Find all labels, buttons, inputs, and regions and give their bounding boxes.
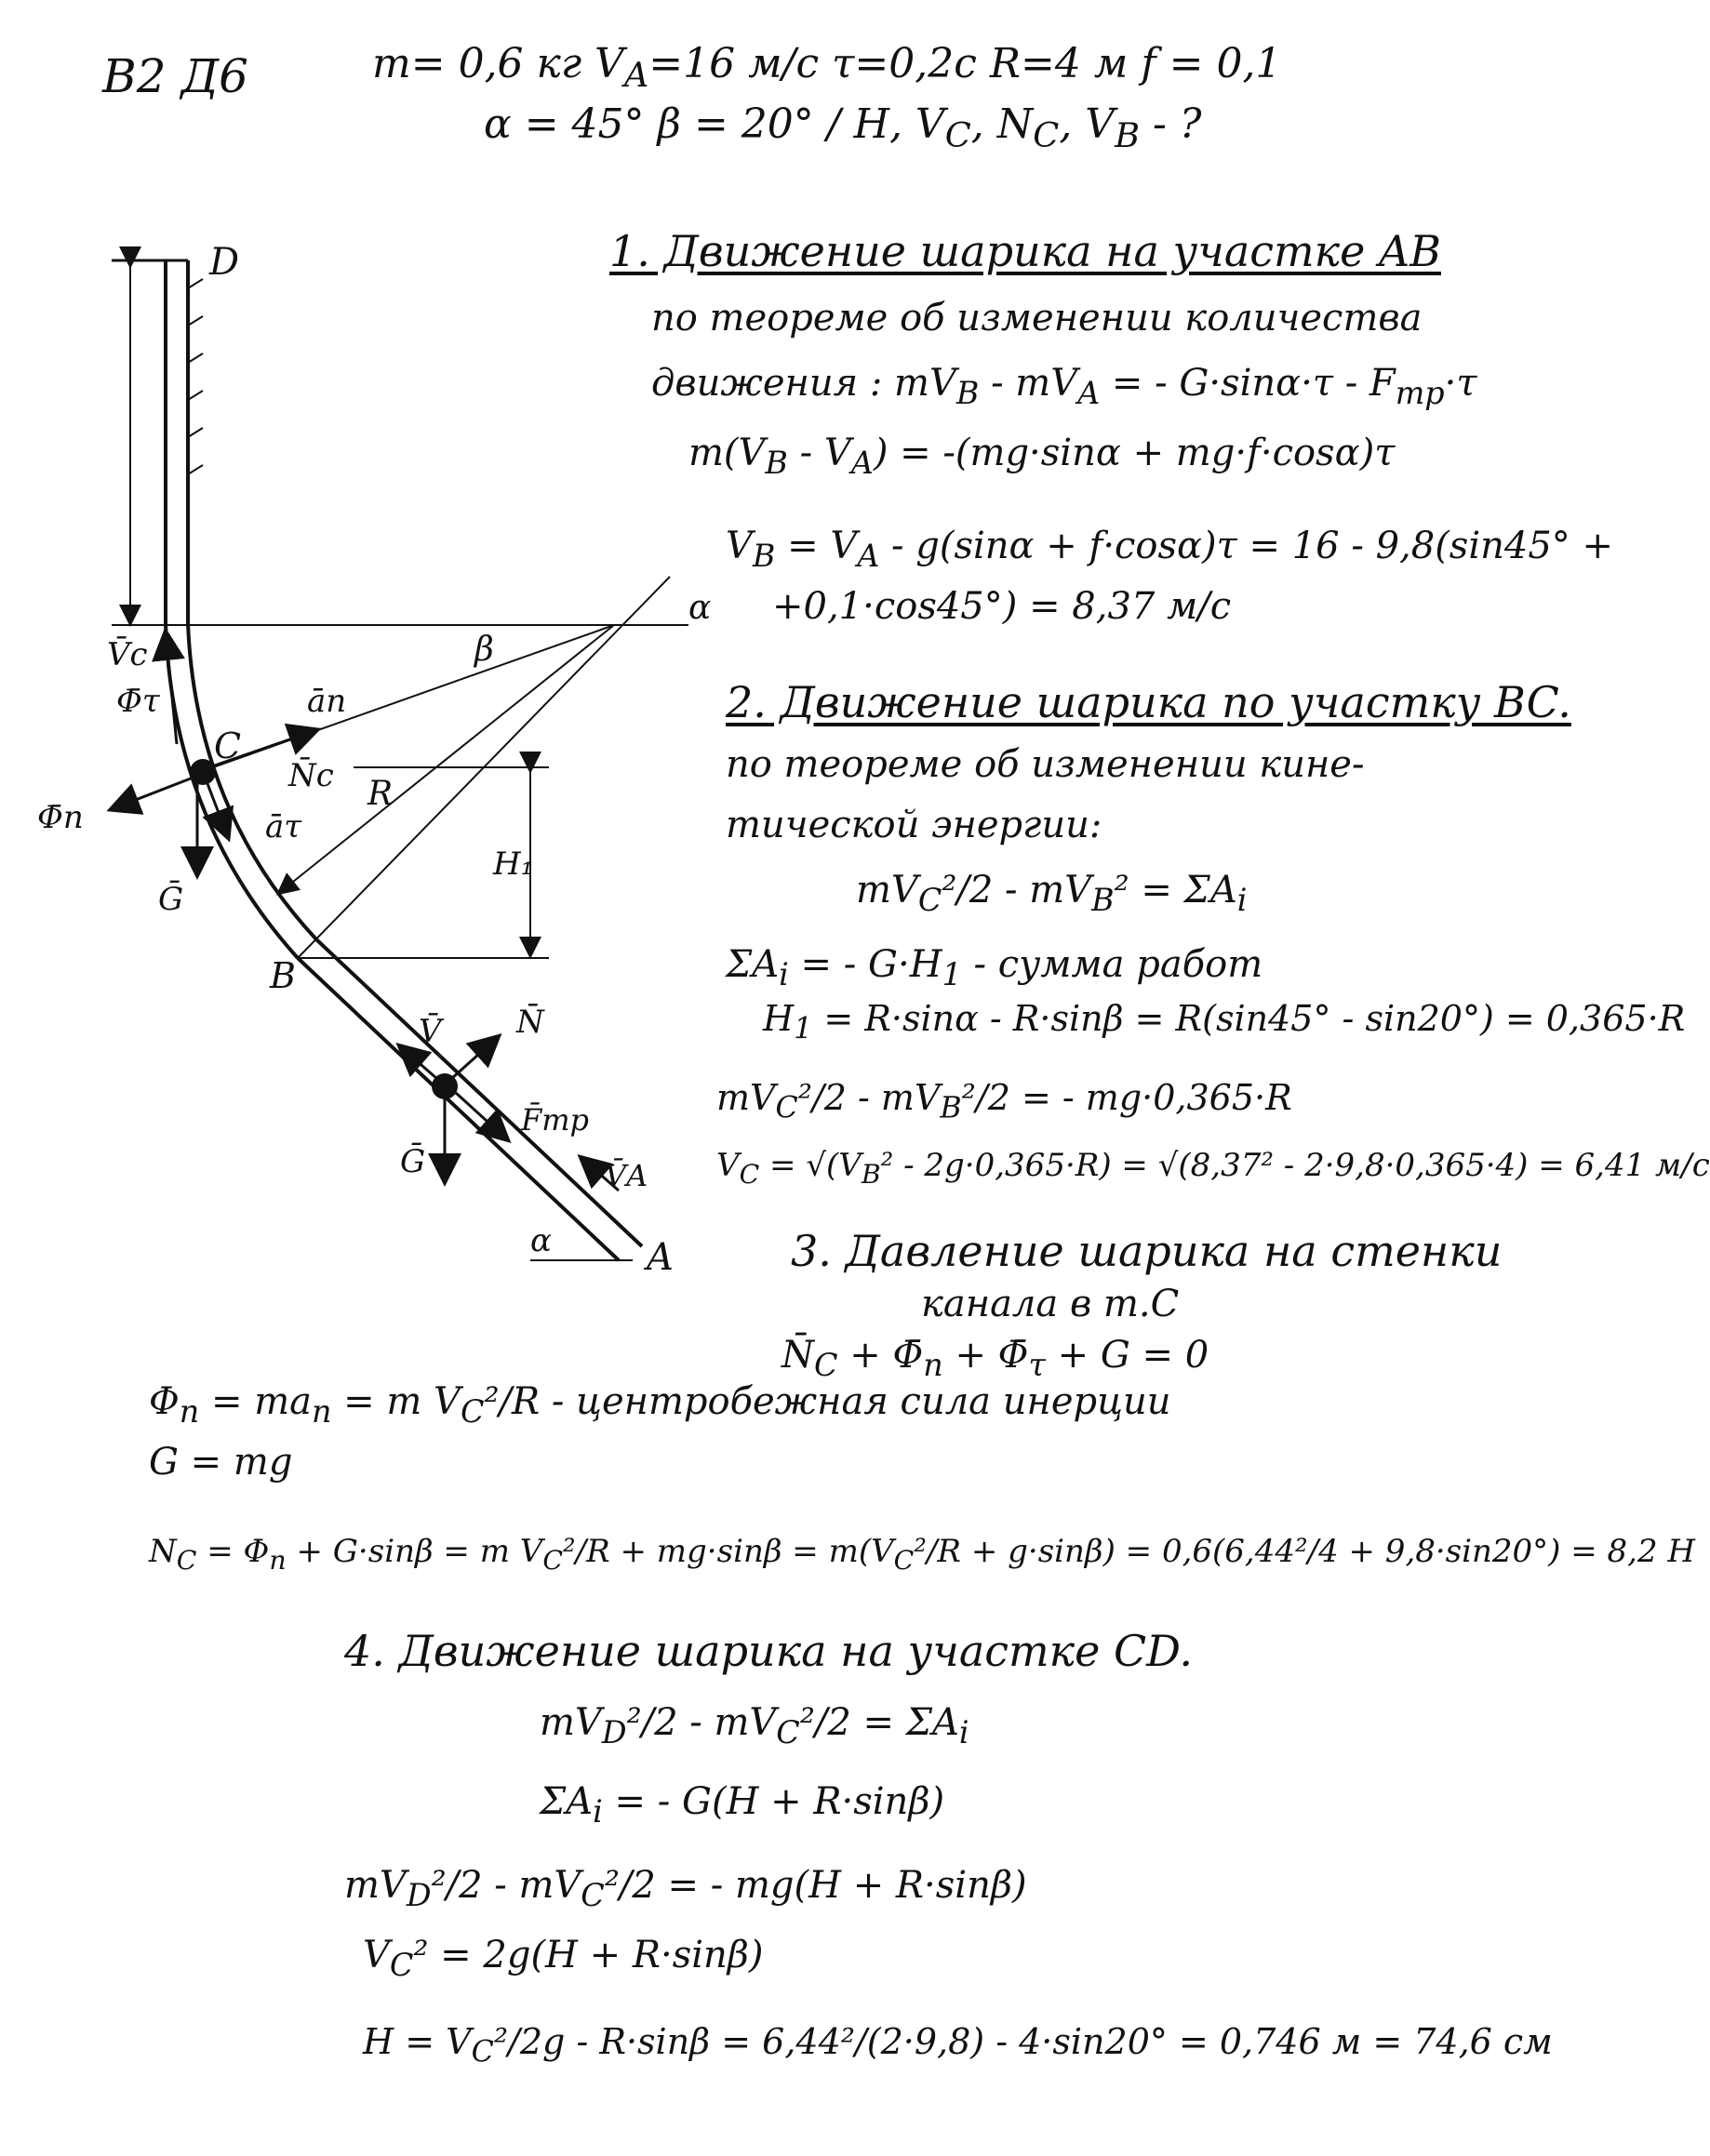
section-4-line-3: $mV_D^2/2 - mV_C^2/2$ = - mg(H + R·sinβ) <box>344 1864 1027 1913</box>
section-3-line-2: $N̄_C$ + $\Phī_n$ + $\Phī_\tau + G = 0$ <box>782 1334 1209 1383</box>
label-va: V̄A <box>605 1158 648 1193</box>
channel-curve-outer <box>166 623 298 958</box>
label-n: N̄ <box>516 1004 544 1041</box>
section-4-line-5: $H = V_C^2/2g - R\cdot\sin\beta = 6,44^2/(2\cdot 9,8) - 4\cdot\sin 20^\circ = 0,746$ м = 74,6 см <box>363 2021 1553 2069</box>
section-4-line-4: $V_C^2 = 2g(H + R\cdot\sin\beta)$ <box>363 1934 764 1983</box>
label-r: R <box>367 775 394 813</box>
section-2-line-4: $\Sigma A_i$ = - $G\cdot H_1$ - сумма работ <box>726 943 1263 992</box>
section-1-line-3: $m(V_B - V_A) = -(mg\cdot\sin\alpha + mg\cdot f\cdot\cos\alpha)\tau$ <box>688 432 1396 481</box>
section-2-line-3: $mV_C^2/2 - mV_B^2 = \Sigma A_i$ <box>856 869 1248 918</box>
section-2-line-5: $H_1 = R\cdot\sin\alpha - R\cdot\sin\beta = R(\sin 45^\circ - \sin 20^\circ) = 0,365\cdot R$ <box>763 998 1686 1046</box>
section-1-title: 1. Движение шарика на участке AB <box>609 226 1441 276</box>
section-3-line-4: G = mg <box>149 1441 293 1484</box>
section-4-line-2: $\Sigma A_i$ = - G(H + R·sinβ) <box>540 1780 945 1830</box>
label-h1: H₁ <box>493 845 534 883</box>
label-vc: V̄c <box>107 636 148 673</box>
section-4-title: 4. Движение шарика на участке CD. <box>344 1626 1194 1676</box>
label-d: D <box>209 241 240 284</box>
section-2-title: 2. Движение шарика по участку BC. <box>726 677 1571 727</box>
section-2-line-7: $V_C = √(V_B^2 - 2g\cdot 0,365\cdot R) = √(8,37^2 - 2\cdot 9,8\cdot 0,365\cdot 4) = 6,41$ м/с <box>716 1147 1710 1190</box>
label-phitau: Φ̄τ <box>116 683 160 720</box>
section-3-title: 3. Давление шарика на стенки <box>791 1226 1503 1276</box>
label-v: V̄ <box>419 1013 442 1050</box>
section-2-line-6: $mV_C^2/2 - mV_B^2/2$ = - mg·0,365·R <box>716 1077 1292 1125</box>
vec-atau <box>207 781 228 837</box>
section-1-line-2: движения : $mV_B - mV_A$ = - $G\cdot\sin\alpha\cdot\tau - F_{тр}\cdot\tau$ <box>651 362 1477 411</box>
section-3-line-1: канала в т.C <box>921 1283 1180 1325</box>
label-b: B <box>270 955 296 996</box>
vec-phin <box>112 777 195 809</box>
ball-c <box>190 759 216 785</box>
section-1-line-4: $V_B = V_A - g(\sin\alpha + f\cdot\cos\alpha)\tau = 16 - 9,8(\sin 45^\circ$ + <box>726 525 1614 574</box>
section-1-line-1: по теореме об изменении количества <box>651 297 1423 339</box>
given-line-2: α = 45° β = 20° / H, $V_C$, $N_C$, $V_B$ - ? <box>484 100 1202 155</box>
vec-vc <box>166 632 177 744</box>
label-phin: Φ̄n <box>37 799 84 836</box>
label-g-bottom: Ḡ <box>400 1143 426 1180</box>
label-alpha-bottom: α <box>530 1222 552 1259</box>
label-atau: āτ <box>265 808 302 845</box>
section-3-line-5: $N_C = \Phi_n + G\cdot\sin\beta = m$ $V_C^2/R + mg\cdot\sin\beta = m(V_C^2/R + g\cdot\sin\beta) = 0,6(6,44^2/4 + 9,8\cdot\sin 20^\circ) = 8,2$ H <box>149 1533 1696 1576</box>
section-3-line-3: $\Phi_n = ma_n = m$ $V_C^2/R$ - центробежная сила инерции <box>149 1380 1171 1430</box>
label-g-top: Ḡ <box>158 881 184 918</box>
channel-diagram <box>0 223 726 1279</box>
label-beta: β <box>474 631 494 669</box>
label-c: C <box>214 725 242 766</box>
channel-ab-inner <box>316 939 642 1246</box>
section-1-line-5: +0,1·cos45°) = 8,37 м/с <box>772 585 1232 628</box>
section-4-line-1: $mV_D^2/2 - mV_C^2/2 = \Sigma A_i$ <box>540 1701 969 1750</box>
label-a: A <box>647 1236 674 1279</box>
label-nc: N̄c <box>288 757 334 794</box>
wall-hatching <box>188 279 203 474</box>
section-2-line-1: по теореме об изменении кине- <box>726 743 1365 786</box>
label-ftp: F̄тр <box>521 1102 590 1138</box>
given-line-1: m= 0,6 кг $V_A=16$ м/с τ=0,2с R=4 м f = 0,1 <box>372 40 1282 95</box>
variant-label: В2 Д6 <box>102 49 248 103</box>
label-an: ān <box>307 683 347 720</box>
section-2-line-2: тической энергии: <box>726 804 1102 846</box>
vec-n <box>451 1037 498 1079</box>
label-alpha-top: α <box>688 589 712 627</box>
